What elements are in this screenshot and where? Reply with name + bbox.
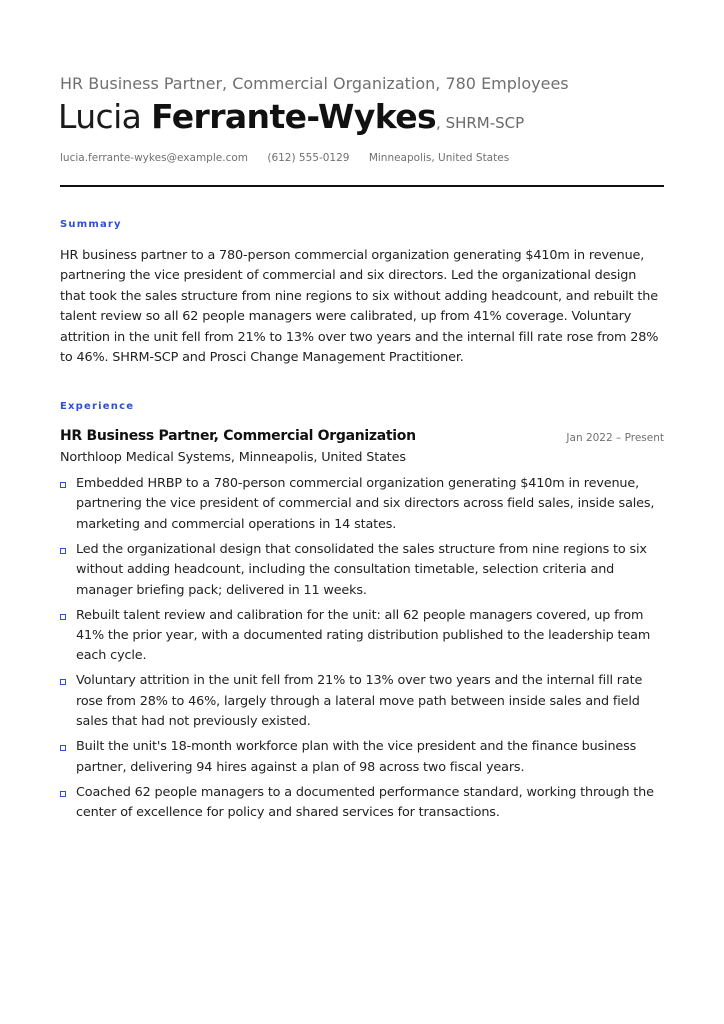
job-bullet-text: Built the unit's 18-month workforce plan with the vice president and the finance business partner, delivering 94 hires against a plan of 98 across two fiscal years. bbox=[76, 739, 637, 775]
last-name: Ferrante-Wykes bbox=[151, 97, 437, 136]
square-bullet-icon bbox=[60, 548, 66, 554]
job-bullet-text: Rebuilt talent review and calibration for the unit: all 62 people managers covered, up from 41% the prior year, with a documented rating distribution published to the leadership team each cycle. bbox=[76, 607, 651, 664]
first-name: Lucia bbox=[58, 97, 142, 136]
job-company: Northloop Medical Systems, Minneapolis, United States bbox=[60, 450, 406, 465]
job-title: HR Business Partner, Commercial Organization bbox=[60, 428, 416, 444]
job-bullet-text: Led the organizational design that consolidated the sales structure from nine regions to six without adding headcount, including the consultation timetable, selection criteria and manager briefing pack; delivered in 11 weeks. bbox=[76, 541, 647, 598]
square-bullet-icon bbox=[60, 614, 66, 620]
job-bullet bbox=[60, 671, 664, 732]
summary-heading: Summary bbox=[60, 219, 122, 230]
square-bullet-icon bbox=[60, 482, 66, 488]
phone-number: (612) 555-0129 bbox=[267, 152, 350, 164]
job-bullet bbox=[60, 474, 664, 535]
job-bullet bbox=[60, 783, 664, 824]
square-bullet-icon bbox=[60, 791, 66, 797]
job-bullet-text: Coached 62 people managers to a documented performance standard, working through the center of excellence for policy and shared services for transactions. bbox=[76, 784, 654, 821]
job-bullet bbox=[60, 737, 664, 778]
location: Minneapolis, United States bbox=[368, 152, 510, 164]
job-bullet bbox=[60, 540, 664, 601]
summary-paragraph: HR business partner to a 780-person commercial organization generating $410m in revenue, partnering the vice president of commercial and six directors. Led the organizational design that took the sales structure from nine regions to six without adding headcount, and rebuilt the talent review so all 62 people managers were calibrated, up from 41% coverage. Voluntary attrition in the unit fell from 21% to 13% over two years and the internal fill rate rose from 28% to 46%. SHRM-SCP and Prosci Change Management Practitioner. bbox=[60, 248, 659, 366]
square-bullet-icon bbox=[60, 679, 66, 685]
experience-heading: Experience bbox=[60, 401, 135, 412]
job-bullet-list bbox=[60, 474, 664, 828]
headline: HR Business Partner, Commercial Organization, 780 Employees bbox=[60, 74, 569, 93]
job-bullet bbox=[60, 606, 664, 667]
email-link[interactable]: lucia.ferrante-wykes@example.com bbox=[60, 152, 248, 164]
square-bullet-icon bbox=[60, 745, 66, 751]
job-bullet-text: Embedded HRBP to a 780-person commercial organization generating $410m in revenue, partnering the vice president of commercial and six directors across field sales, inside sales, marketing and commercial operations in 14 states. bbox=[76, 476, 655, 532]
candidate-name bbox=[58, 96, 524, 144]
job-bullet-text: Voluntary attrition in the unit fell from 21% to 13% over two years and the internal fill rate rose from 28% to 46%, largely through a lateral move path between inside sales and field sales that had not previously existed. bbox=[76, 673, 643, 730]
job-dates: Jan 2022 – Present bbox=[566, 432, 664, 444]
contact-line bbox=[60, 152, 525, 164]
credential: , SHRM-SCP bbox=[436, 114, 525, 132]
header-divider bbox=[60, 185, 664, 187]
